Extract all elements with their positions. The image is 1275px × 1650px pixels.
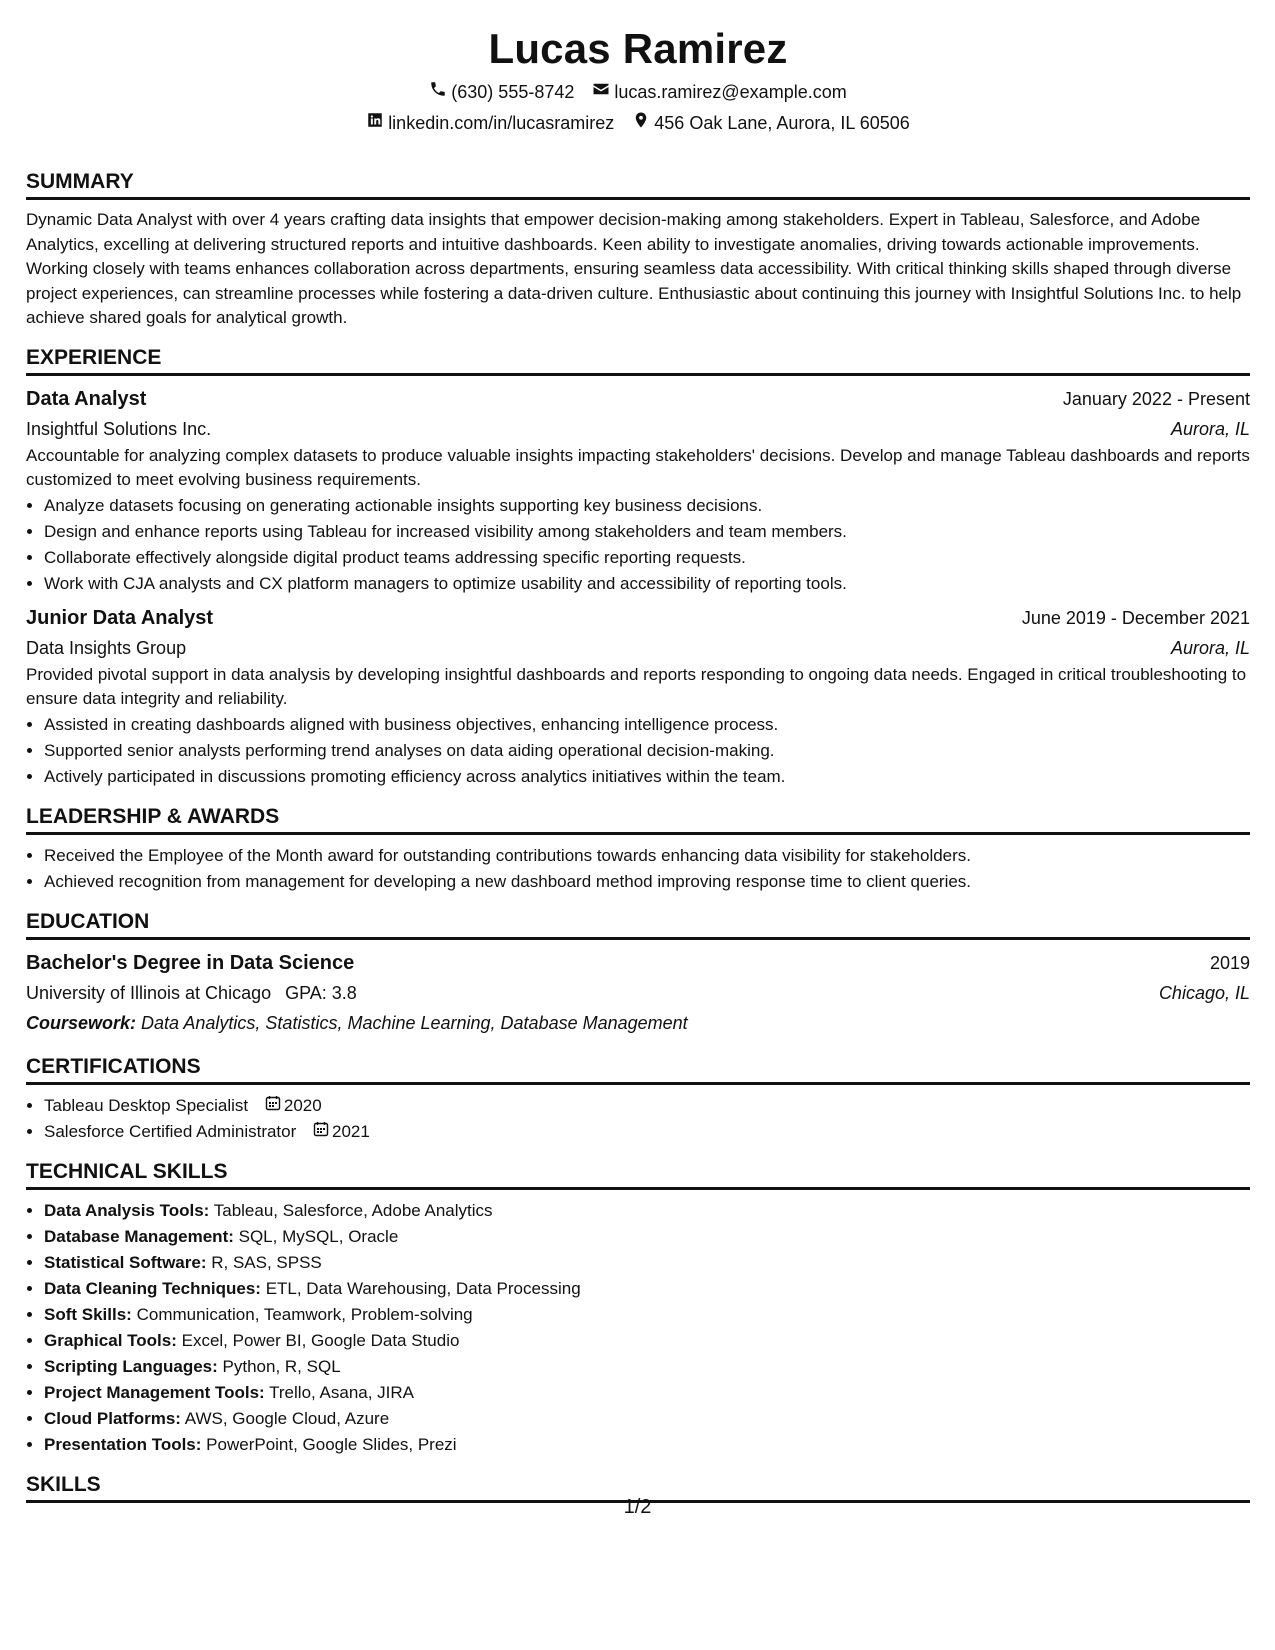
map-marker-icon [632,111,650,135]
page-number: 1/2 [623,1496,652,1518]
coursework-line [26,1008,1250,1038]
leadership-list [26,843,1250,895]
skill-item [44,1354,1250,1380]
skill-label: Graphical Tools: [44,1330,177,1350]
linkedin-link[interactable]: linkedin.com/in/lucasramirez [388,113,615,133]
experience-entry [26,603,1250,790]
job-bullet: • Analyze datasets focusing on generating actionable insights supporting key business decisions. [44,493,1250,519]
skill-value: AWS, Google Cloud, Azure [184,1408,390,1428]
linkedin-icon [366,111,384,135]
job-bullet: • Supported senior analysts performing trend analyses on data aiding operational decision-making. [44,738,1250,764]
skill-value: Tableau, Salesforce, Adobe Analytics [213,1200,493,1220]
job-location: Aurora, IL [1170,418,1250,439]
section-heading-certifications: CERTIFICATIONS [26,1052,1250,1085]
experience-entry [26,384,1250,597]
contact-row-secondary [26,111,1250,135]
skill-value: R, SAS, SPSS [211,1252,322,1272]
skill-item [44,1406,1250,1432]
skill-item [44,1198,1250,1224]
leadership-item: • Received the Employee of the Month award for outstanding contributions towards enhancing data visibility for stakeholders. [44,843,1250,869]
skill-label: Presentation Tools: [44,1434,202,1454]
certification-date [265,1093,322,1119]
job-bullet: • Actively participated in discussions promoting efficiency across analytics initiatives within the team. [44,764,1250,790]
education-school-group [26,978,357,1008]
email-link[interactable]: lucas.ramirez@example.com [614,82,847,102]
leadership-item: • Achieved recognition from management for developing a new dashboard method improving response time to client queries. [44,869,1250,895]
certification-date [313,1119,370,1145]
certification-year: 2020 [283,1095,322,1115]
phone-icon [429,80,447,104]
skill-value: Excel, Power BI, Google Data Studio [181,1330,460,1350]
job-bullet: • Assisted in creating dashboards aligned with business objectives, enhancing intelligence process. [44,712,1250,738]
section-heading-summary: SUMMARY [26,167,1250,200]
skill-label: Cloud Platforms: [44,1408,181,1428]
certification-year: 2021 [332,1121,370,1141]
certification-name: Salesforce Certified Administrator [44,1121,297,1141]
skill-item [44,1276,1250,1302]
skill-value: ETL, Data Warehousing, Data Processing [265,1278,581,1298]
contact-linkedin[interactable] [366,111,614,135]
skill-value: Communication, Teamwork, Problem-solving [136,1304,473,1324]
job-company: Insightful Solutions Inc. [26,418,212,439]
job-company: Data Insights Group [26,637,187,658]
contact-phone [429,80,574,104]
job-title: Junior Data Analyst [26,606,214,629]
technical-skills-list [26,1198,1250,1458]
section-heading-education: EDUCATION [26,907,1250,940]
skill-value: SQL, MySQL, Oracle [238,1226,399,1246]
skill-value: Trello, Asana, JIRA [269,1382,415,1402]
skill-item [44,1432,1250,1458]
job-dates: June 2019 - December 2021 [1021,607,1250,628]
skill-value: Python, R, SQL [222,1356,341,1376]
skill-item [44,1328,1250,1354]
skill-label: Database Management: [44,1226,234,1246]
job-description: Accountable for analyzing complex datasets to produce valuable insights impacting stakeholders' decisions. Develop and manage Tableau dashboards and reports customized to meet evolving business requirements. [26,445,1250,489]
job-header-row [26,603,1250,633]
school-name: University of Illinois at Chicago [26,982,272,1003]
section-heading-leadership: LEADERSHIP & AWARDS [26,802,1250,835]
job-header-row [26,384,1250,414]
job-bullet: • Work with CJA analysts and CX platform managers to optimize usability and accessibility of reporting tools. [44,571,1250,597]
job-description: Provided pivotal support in data analysis by developing insightful dashboards and reports responding to ongoing data needs. Engaged in critical troubleshooting to ensure data integrity and reliability. [26,664,1247,708]
education-header-row [26,948,1250,978]
summary-text: Dynamic Data Analyst with over 4 years crafting data insights that empower decision-making among stakeholders. Expert in Tableau, Salesforce, and Adobe Analytics, excelling at delivering structured reports and intuitive dashboards. Keen ability to investigate anomalies, driving towards actionable improvements. Working closely with teams enhances collaboration across departments, ensuring seamless data accessibility. With critical thinking skills shaped through diverse project experiences, can streamline processes while fostering a data-driven culture. Enthusiastic about continuing this journey with Insightful Solutions Inc. to help achieve shared goals for analytical growth. [26,210,1242,327]
school-location: Chicago, IL [1158,982,1250,1003]
job-title: Data Analyst [26,387,147,410]
skill-label: Data Cleaning Techniques: [44,1278,261,1298]
skill-item [44,1250,1250,1276]
coursework-label: Coursework: [26,1012,137,1033]
education-school-row [26,978,1250,1008]
graduation-year: 2019 [1209,952,1250,973]
gpa-text: GPA: 3.8 [285,982,357,1003]
job-company-row [26,633,1250,663]
skill-label: Data Analysis Tools: [44,1200,210,1220]
skill-item [44,1380,1250,1406]
skill-label: Project Management Tools: [44,1382,265,1402]
contact-address [632,111,910,135]
job-bullet: • Collaborate effectively alongside digital product teams addressing specific reporting requests. [44,545,1250,571]
certification-list [26,1093,1250,1145]
job-dates: January 2022 - Present [1062,388,1250,409]
section-heading-technical-skills: TECHNICAL SKILLS [26,1157,1250,1190]
phone-text: (630) 555-8742 [451,82,575,102]
calendar-icon [313,1119,329,1145]
job-bullet-list [26,493,1250,597]
certification-name: Tableau Desktop Specialist [44,1095,249,1115]
contact-email[interactable] [592,80,846,104]
job-bullet-list [26,712,1250,790]
envelope-icon [592,80,610,104]
degree-title: Bachelor's Degree in Data Science [26,951,355,974]
candidate-name: Lucas Ramirez [488,25,788,72]
certification-item [44,1119,1250,1145]
section-heading-experience: EXPERIENCE [26,343,1250,376]
skill-label: Scripting Languages: [44,1356,218,1376]
address-text: 456 Oak Lane, Aurora, IL 60506 [654,113,910,133]
skill-item [44,1302,1250,1328]
skill-label: Soft Skills: [44,1304,132,1324]
job-location: Aurora, IL [1170,637,1250,658]
certification-item [44,1093,1250,1119]
resume-page [26,0,1250,1511]
calendar-icon [265,1093,281,1119]
job-bullet: • Design and enhance reports using Tableau for increased visibility among stakeholders and team members. [44,519,1250,545]
section-heading-skills: SKILLS [26,1470,1250,1503]
contact-row-primary [26,80,1250,104]
skill-value: PowerPoint, Google Slides, Prezi [206,1434,457,1454]
skill-label: Statistical Software: [44,1252,207,1272]
skill-item [44,1224,1250,1250]
coursework-text: Data Analytics, Statistics, Machine Learning, Database Management [141,1012,688,1033]
education-entry [26,948,1250,1038]
job-company-row [26,414,1250,444]
